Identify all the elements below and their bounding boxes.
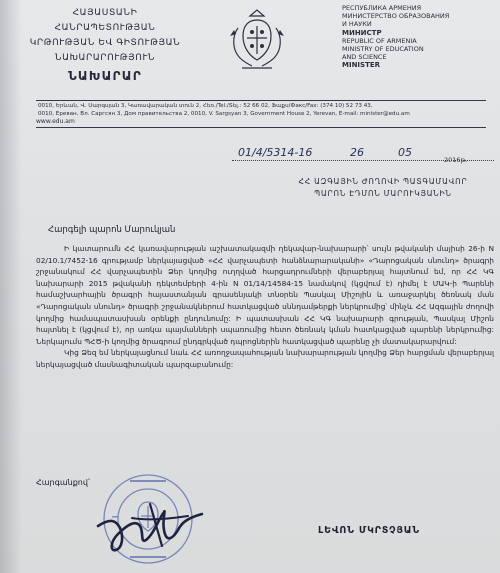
page-edge-shadow: [0, 0, 22, 573]
letterhead-line: РЕСПУБЛИКА АРМЕНИЯ: [342, 4, 422, 12]
letterhead-line: ՆԱԽԱՐԱՐՈՒԹՅՈՒՆ: [54, 53, 156, 63]
reference-year: 2016թ.: [444, 156, 468, 164]
recipient-line: ՊԱՐՈՆ ԷԴՄՈՆ ՄԱՐՈՒԿՅԱՆԻՆ: [314, 189, 452, 198]
reference-number: 01/4/5314-16: [238, 146, 313, 159]
letterhead-title: МИНИСТР: [342, 28, 382, 37]
coat-of-arms-icon: [228, 6, 286, 76]
handwritten-signature: [92, 490, 212, 560]
signer-name: ԼԵՎՈՆ ՄԿՐՏՉՅԱՆ: [318, 525, 420, 536]
header-divider: [36, 127, 486, 128]
letterhead-line: И НАУКИ: [342, 20, 372, 29]
salutation: Հարգելի պարոն Մարուկյան: [48, 225, 176, 235]
recipient-line: ՀՀ ԱԶԳԱՅԻՆ ԺՈՂՈՎԻ ՊԱՏԳԱՄԱՎՈՐ: [298, 177, 468, 186]
address-line: 0010, Ереван, Вл. Саргсян 3, Дом правительства 2, 0010, V. Sargsyan 3, Government House 2, Yerevan, E-mail: minister@edu.am: [38, 110, 410, 117]
reference-dotted-line: [232, 160, 494, 161]
letterhead-title: ՆԱԽԱՐԱՐ: [68, 69, 142, 83]
letterhead-line: ԿՐԹՈՒԹՅԱՆ ԵՎ ԳԻՏՈՒԹՅԱՆ: [29, 38, 181, 48]
letterhead-line: ՀԱՅԱՍՏԱՆԻ: [72, 8, 138, 18]
letterhead-line: МИНИСТЕРСТВО ОБРАЗОВАНИЯ: [342, 12, 450, 21]
letter-body: [36, 243, 494, 371]
recipient-block: [278, 176, 488, 200]
header-divider: [36, 100, 486, 101]
address-line: 0010, Երևան, Վ. Սարգսյան 3, Կառավարական տուն 2, Հեռ./Tel./Տել.: 52 66 02, Ֆաքս/Факс/Fax: (374 10) 52 73 43,: [38, 103, 373, 109]
reference-day: 26: [350, 146, 364, 159]
reference-month: 05: [398, 146, 412, 159]
closing-phrase: Հարգանքով՝: [36, 478, 90, 487]
letterhead-line: REPUBLIC OF ARMENIA: [342, 36, 417, 45]
letterhead-line: ՀԱՆՐԱՊԵՏՈՒԹՅԱՆ: [54, 23, 156, 33]
letterhead-line: MINISTRY OF EDUCATION: [342, 45, 424, 54]
letterhead-line: AND SCIENCE: [342, 53, 387, 62]
letterhead-title: MINISTER: [342, 61, 381, 70]
letterhead-armenian: [20, 6, 190, 84]
address-block: [38, 103, 488, 118]
reference-line: [232, 146, 500, 172]
website-link[interactable]: www.edu.am: [36, 118, 75, 125]
body-paragraph: Կից Ձեզ եմ ներկայացնում նաև ՀՀ առողջապահության նախարարության կողմից Ձեր հարցման վերաբերյալ ներկայացված մասնագիտական պարզաբանումը:: [36, 348, 494, 369]
letterhead-foreign: [342, 4, 492, 70]
body-paragraph: Ի կատարումն ՀՀ կառավարության աշխատակազմի ղեկավար-նախարարի՝ սույն թվականի մայիսի 26-ի N 02/10.1/7452-16 գրությամբ ներկայացված «ՀՀ վարչապետի հանձնարարականի» «Դարոցական սնունդ» ծրագրի շրջանակում ՀՀ վարչապետին Ձեր կողմից ուղղված հարցադրումների վերաբերյալ հայտնում եմ, որ ՀՀ ԿԳ նախարարի 2015 թվականի դեկտեմբերի 4-ին N 01/14/14584-15 նամակով (կցվում է) դիմել է ՄԱԿ-ի Պարենի համաշխարհային ծրագրի հայաստանյան գրասենյակի տնօրեն Պասկալ Միշոյին և առաջարկել ծեռնակ ման «Դարոցական սնունդ» ծրագրի շրջանակներում հատկացված սննդամթերքի ներկրումից՝ մինչև ՀՀ Ազգային ժողովի կողմից համապատասխան օրենքի ընդունումը: Ի պատասխան ՀՀ ԿԳ նախարարի գրության, Պասկալ Միշոն հայտնել է (կցվում է), որ առկա պայմանների սպառումից հետո ծեռնակ կման հատկացված պարենի ներկրումից: Ներկայումս ՊՀԾ-ի կողմից ծրագրում ընդգրկված դպրոցներին հատկացված պարենը չի մատակարարվում:: [36, 244, 494, 346]
